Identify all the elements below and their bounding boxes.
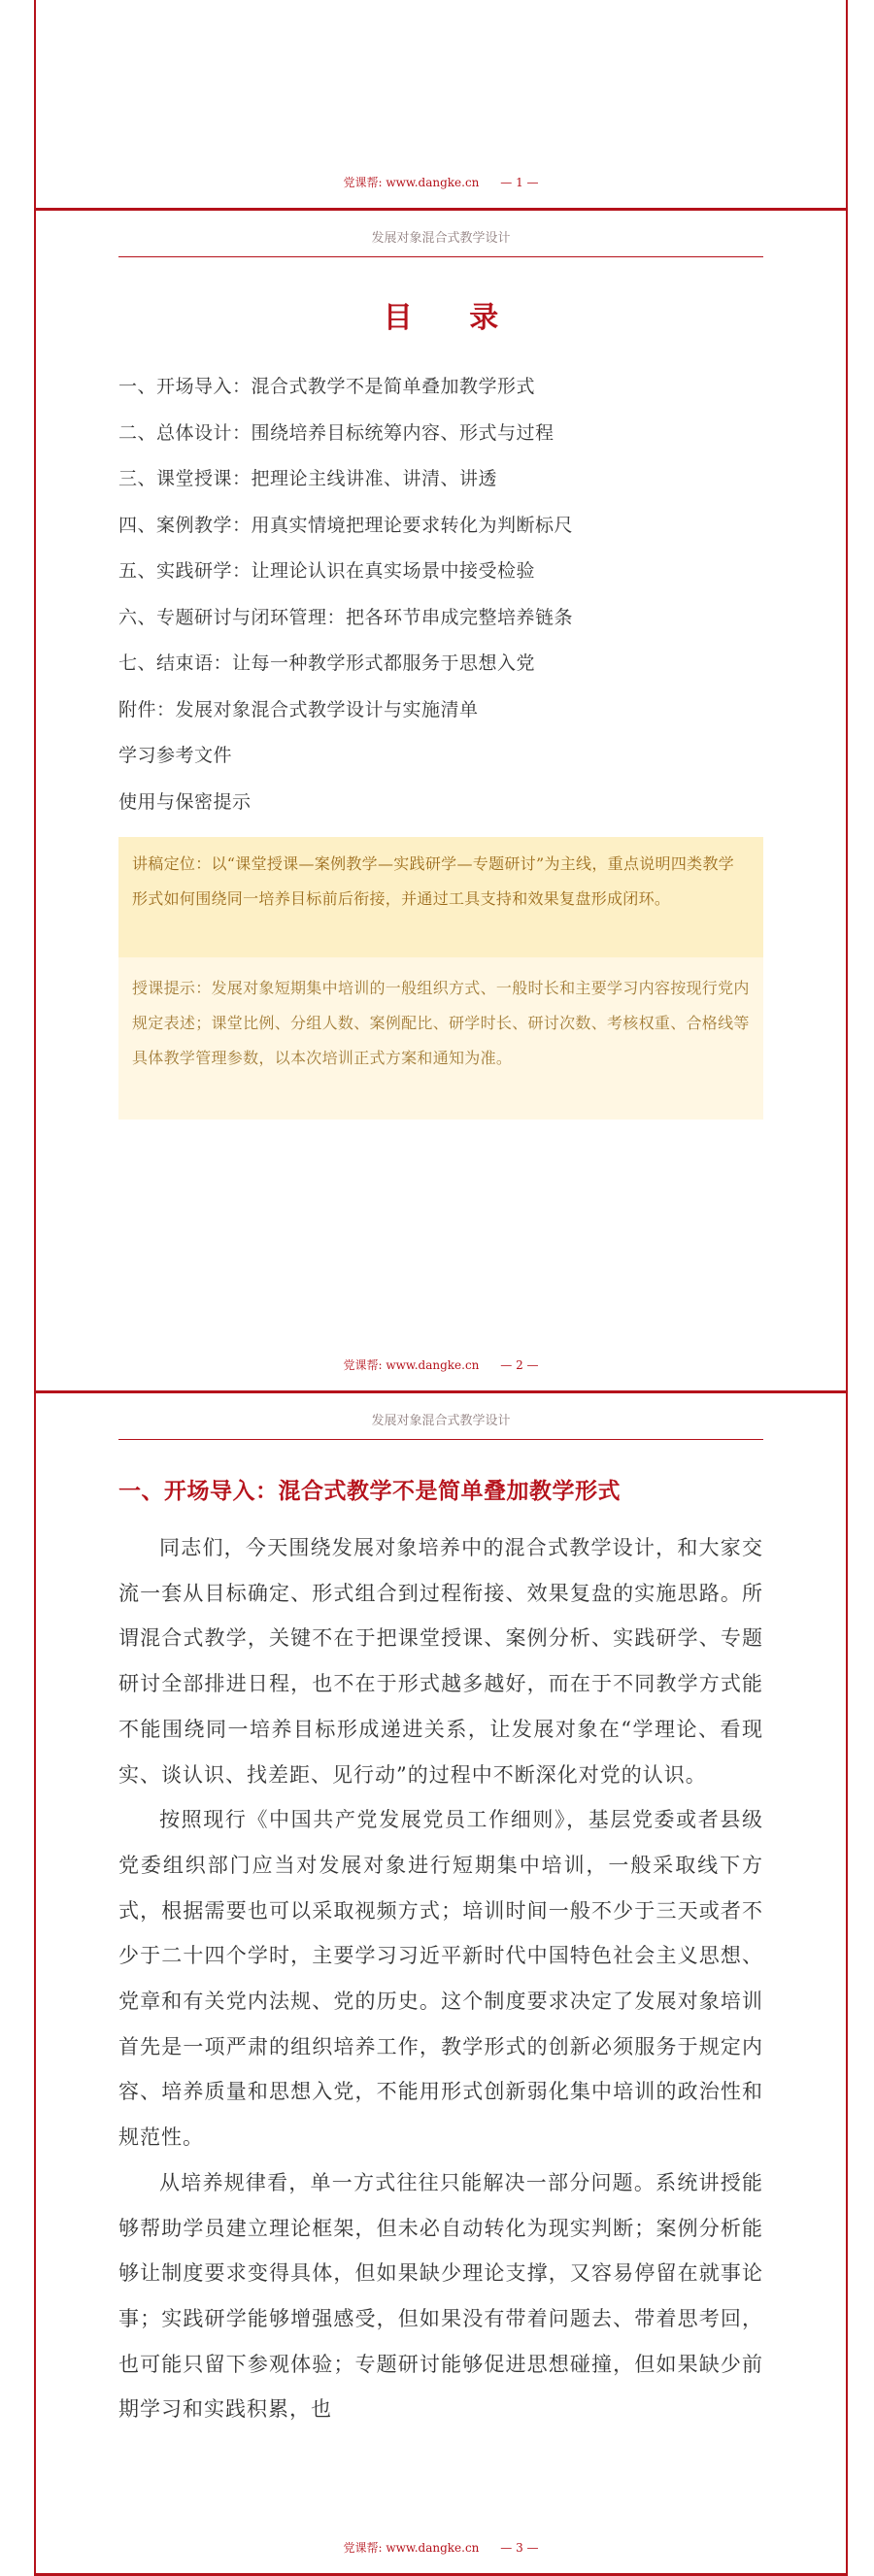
body-paragraph: 同志们，今天围绕发展对象培养中的混合式教学设计，和大家交流一套从目标确定、形式组合到过程衔接、效果复盘的实施思路。所谓混合式教学，关键不在于把课堂授课、案例分析、实践研学、专题研讨全部排进日程，也不在于形式越多越好，而在于不同教学方式能不能围绕同一培养目标形成递进关系，让发展对象在“学理论、看现实、谈认识、找差距、见行动”的过程中不断深化对党的认识。: [118, 1536, 763, 1787]
toc-item[interactable]: 二、总体设计：围绕培养目标统筹内容、形式与过程: [118, 421, 555, 444]
toc-title: 目 录: [383, 301, 522, 335]
page-number: — 1 —: [500, 176, 539, 189]
toc-item[interactable]: 四、案例教学：用真实情境把理论要求转化为判断标尺: [118, 514, 574, 536]
positioning-note: 讲稿定位：以“课堂授课—案例教学—实践研学—专题研讨”为主线，重点说明四类教学形式如何围绕同一培养目标前后衔接，并通过工具支持和效果复盘形成闭环。: [118, 837, 763, 957]
toc-item[interactable]: 六、专题研讨与闭环管理：把各环节串成完整培养链条: [118, 606, 574, 628]
page-1: [34, 0, 848, 211]
toc-item[interactable]: 三、课堂授课：把理论主线讲准、讲清、讲透: [118, 468, 498, 489]
running-header: [118, 1393, 763, 1440]
page-footer: [36, 2539, 846, 2556]
toc-item[interactable]: 五、实践研学：让理论认识在真实场景中接受检验: [118, 560, 536, 582]
toc-item[interactable]: 七、结束语：让每一种教学形式都服务于思想入党: [118, 652, 536, 674]
footer-site[interactable]: 党课帮: www.dangke.cn: [343, 176, 480, 189]
toc-item[interactable]: 学习参考文件: [118, 745, 233, 766]
page-number: — 2 —: [500, 1358, 539, 1372]
footer-site[interactable]: 党课帮: www.dangke.cn: [343, 2541, 480, 2555]
body-paragraph: 从培养规律看，单一方式往往只能解决一部分问题。系统讲授能够帮助学员建立理论框架，但未必自动转化为现实判断；案例分析能够让制度要求变得具体，但如果缺少理论支撑，又容易停留在就事论事；实践研学能够增强感受，但如果没有带着问题去、带着思考回，也可能只留下参观体验；专题研讨能够促进思想碰撞，但如果缺少前期学习和实践积累，也: [118, 2170, 763, 2422]
toc-list: [118, 364, 763, 825]
running-header: [118, 211, 763, 257]
toc-item[interactable]: 附件：发展对象混合式教学设计与实施清单: [118, 698, 479, 720]
section-heading: 一、开场导入：混合式教学不是简单叠加教学形式: [118, 1479, 621, 1504]
page-2: [34, 211, 848, 1393]
running-header-text: 发展对象混合式教学设计: [371, 1414, 511, 1428]
section-body: [118, 1525, 763, 2432]
page-number: — 3 —: [500, 2541, 539, 2555]
toc-item[interactable]: 使用与保密提示: [118, 790, 252, 813]
page-3: [34, 1393, 848, 2576]
footer-site[interactable]: 党课帮: www.dangke.cn: [343, 1358, 480, 1372]
running-header-text: 发展对象混合式教学设计: [371, 231, 511, 246]
body-paragraph: 按照现行《中国共产党发展党员工作细则》，基层党委或者县级党委组织部门应当对发展对象进行短期集中培训，一般采取线下方式，根据需要也可以采取视频方式；培训时间一般不少于三天或者不少于二十四个学时，主要学习习近平新时代中国特色社会主义思想、党章和有关党内法规、党的历史。这个制度要求决定了发展对象培训首先是一项严肃的组织培养工作，教学形式的创新必须服务于规定内容、培养质量和思想入党，不能用形式创新弱化集中培训的政治性和规范性。: [118, 1808, 763, 2150]
toc-item[interactable]: 一、开场导入：混合式教学不是简单叠加教学形式: [118, 376, 536, 397]
teaching-tip-note: 授课提示：发展对象短期集中培训的一般组织方式、一般时长和主要学习内容按现行党内规定表述；课堂比例、分组人数、案例配比、研学时长、研讨次数、考核权重、合格线等具体教学管理参数，以本次培训正式方案和通知为准。: [118, 957, 763, 1120]
page-footer: [36, 174, 846, 190]
page-footer: [36, 1356, 846, 1373]
